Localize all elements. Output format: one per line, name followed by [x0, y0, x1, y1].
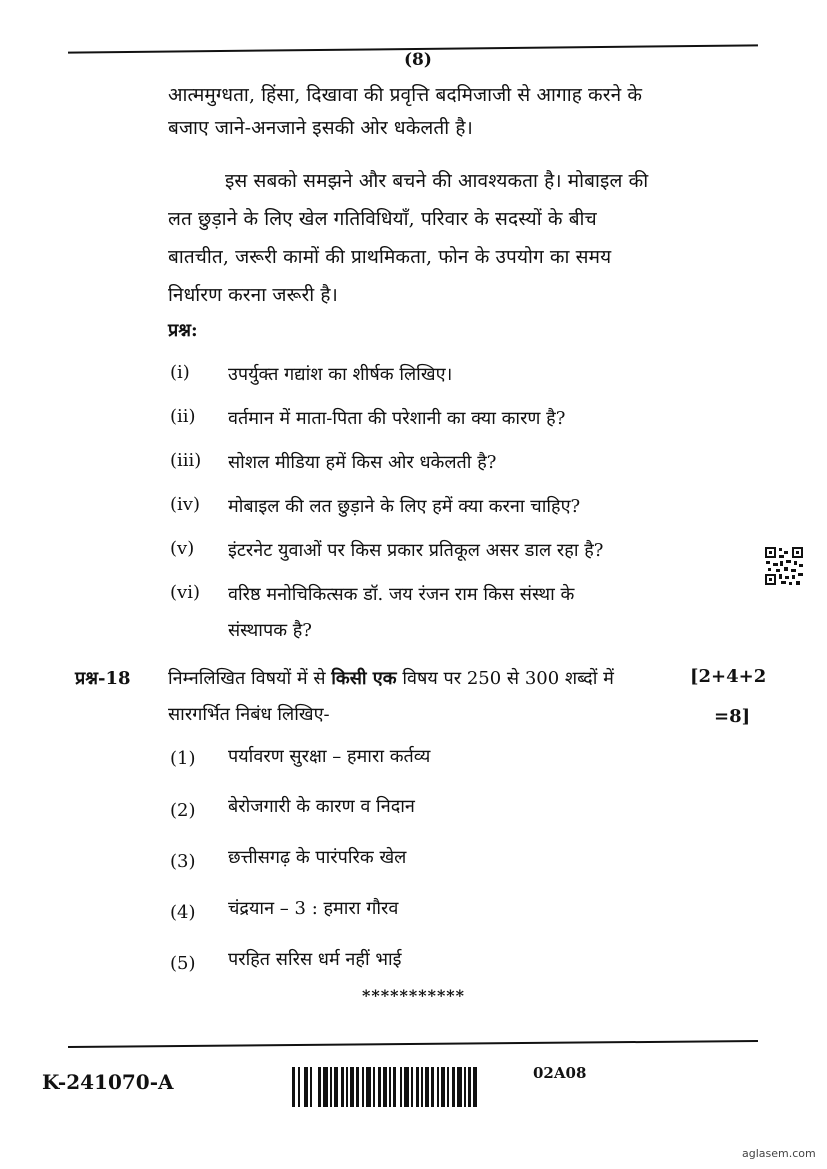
watermark: aglasem.com	[742, 1147, 816, 1160]
topic-text: परहित सरिस धर्म नहीं भाई	[228, 949, 402, 970]
question-18-text-b: विषय पर 250 से 300 शब्दों में	[396, 668, 614, 689]
end-marker: ***********	[362, 986, 466, 1005]
passage-line: इस सबको समझने और बचने की आवश्यकता है। मोबाइल की	[225, 170, 649, 192]
question-18-text-a: निम्नलिखित विषयों में से	[168, 668, 332, 689]
page-number: (8)	[404, 50, 432, 70]
questions-heading: प्रश्न:	[168, 320, 198, 341]
question-text: इंटरनेट युवाओं पर किस प्रकार प्रतिकूल असर डाल रहा है?	[228, 540, 604, 561]
marks-total: =8]	[714, 706, 751, 727]
qr-code	[764, 546, 804, 586]
question-18-label: प्रश्न-18	[75, 668, 131, 689]
passage-line: बजाए जाने-अनजाने इसकी ओर धकेलती है।	[168, 117, 473, 139]
topic-number: (5)	[170, 953, 196, 974]
question-number: (ii)	[170, 406, 196, 427]
passage-line: आत्ममुग्धता, हिंसा, दिखावा की प्रवृत्ति बदमिजाजी से आगाह करने के	[168, 84, 643, 106]
marks-breakdown: [2+4+2	[690, 666, 767, 687]
question-18-text-emphasis: किसी एक	[331, 668, 397, 689]
topic-number: (4)	[170, 902, 196, 923]
barcode	[292, 1067, 477, 1107]
passage-line: निर्धारण करना जरूरी है।	[168, 284, 338, 306]
topic-number: (1)	[170, 748, 196, 769]
question-18-text	[168, 666, 614, 690]
question-text: उपर्युक्त गद्यांश का शीर्षक लिखिए।	[228, 364, 453, 385]
bottom-rule	[68, 1040, 758, 1048]
question-number: (i)	[170, 362, 190, 383]
question-text: वरिष्ठ मनोचिकित्सक डॉ. जय रंजन राम किस संस्था के	[228, 584, 575, 605]
question-text: मोबाइल की लत छुड़ाने के लिए हमें क्या करना चाहिए?	[228, 496, 581, 517]
question-number: (iv)	[170, 494, 200, 515]
question-number: (v)	[170, 538, 195, 559]
paper-code: K-241070-A	[42, 1070, 174, 1094]
passage-line: बातचीत, जरूरी कामों की प्राथमिकता, फोन के उपयोग का समय	[168, 246, 612, 268]
topic-text: छत्तीसगढ़ के पारंपरिक खेल	[228, 847, 407, 868]
question-text-continued: संस्थापक है?	[228, 620, 312, 641]
topic-text: बेरोजगारी के कारण व निदान	[228, 796, 415, 817]
question-number: (iii)	[170, 450, 202, 471]
topic-text: पर्यावरण सुरक्षा – हमारा कर्तव्य	[228, 746, 431, 767]
page-code: 02A08	[533, 1064, 587, 1082]
topic-number: (2)	[170, 800, 196, 821]
passage-line: लत छुड़ाने के लिए खेल गतिविधियाँ, परिवार के सदस्यों के बीच	[168, 208, 597, 230]
topic-number: (3)	[170, 851, 196, 872]
question-number: (vi)	[170, 582, 200, 603]
question-text: सोशल मीडिया हमें किस ओर धकेलती है?	[228, 452, 497, 473]
question-18-text-line2: सारगर्भित निबंध लिखिए-	[168, 704, 330, 725]
question-text: वर्तमान में माता-पिता की परेशानी का क्या कारण है?	[228, 408, 566, 429]
topic-text: चंद्रयान – 3 : हमारा गौरव	[228, 898, 399, 919]
